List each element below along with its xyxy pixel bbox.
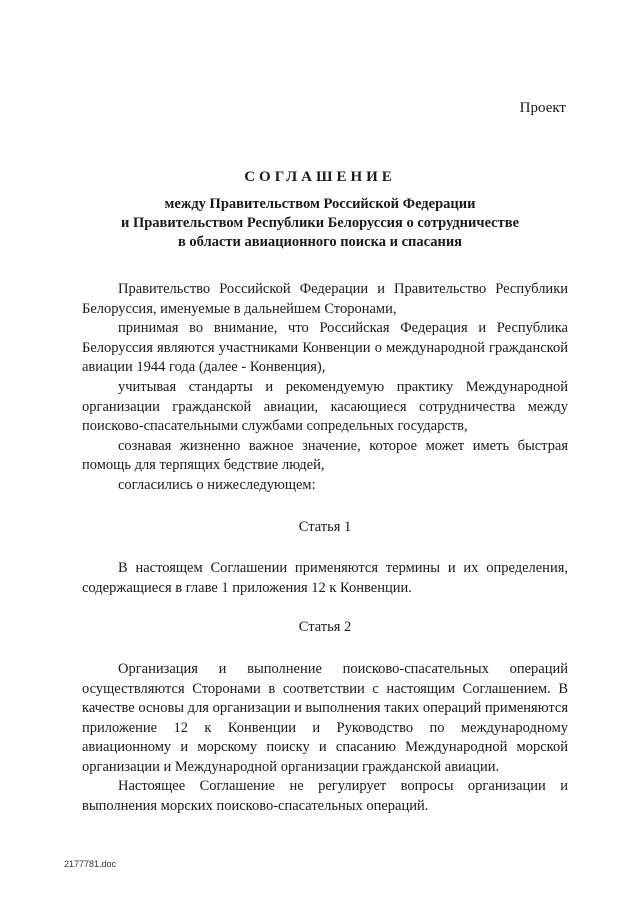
draft-label: Проект xyxy=(519,100,566,116)
file-name-footer: 2177781.doc xyxy=(64,859,117,869)
article-heading: Статья 1 xyxy=(298,518,352,535)
preamble-paragraph: принимая во внимание, что Российская Федерация и Республика Белоруссия являются участниками Конвенции о международной гражданской авиации 1944 года (далее - Конвенция), xyxy=(82,320,568,376)
preamble-paragraph: согласились о нижеследующем: xyxy=(118,476,316,493)
subtitle-line: и Правительством Республики Белоруссия о сотрудничестве xyxy=(120,215,520,231)
document-subtitle xyxy=(0,195,640,252)
article-paragraph: Настоящее Соглашение не регулирует вопросы организации и выполнения морских поисково-спасательных операций. xyxy=(82,778,568,815)
article-paragraph: В настоящем Соглашении применяются термины и их определения, содержащиеся в главе 1 приложения 12 к Конвенции. xyxy=(82,560,568,596)
document-title: СОГЛАШЕНИЕ xyxy=(244,169,396,185)
subtitle-line: между Правительством Российской Федерации xyxy=(164,196,476,212)
preamble-paragraph: Правительство Российской Федерации и Правительство Республики Белоруссия, именуемые в дальнейшем Сторонами, xyxy=(82,281,568,317)
preamble-paragraph: учитывая стандарты и рекомендуемую практику Международной организации гражданской авиации, касающиеся сотрудничества между поисково-спасательными службами сопредельных государств, xyxy=(82,378,568,435)
article-heading: Статья 2 xyxy=(298,619,352,636)
document-body xyxy=(82,280,568,817)
article-paragraph: Организация и выполнение поисково-спасательных операций осуществляются Сторонами в соответствии с настоящим Соглашением. В качестве основы для организации и выполнения таких операций применяются приложение 12 к Конвенции и Руководство по международному авиационному и морскому поиску и спасанию Международной морской организации и Международной организации гражданской авиации. xyxy=(82,660,568,775)
subtitle-line: в области авиационного поиска и спасания xyxy=(177,234,463,250)
preamble-paragraph: сознавая жизненно важное значение, которое может иметь быстрая помощь для терпящих бедствие людей, xyxy=(82,437,568,474)
